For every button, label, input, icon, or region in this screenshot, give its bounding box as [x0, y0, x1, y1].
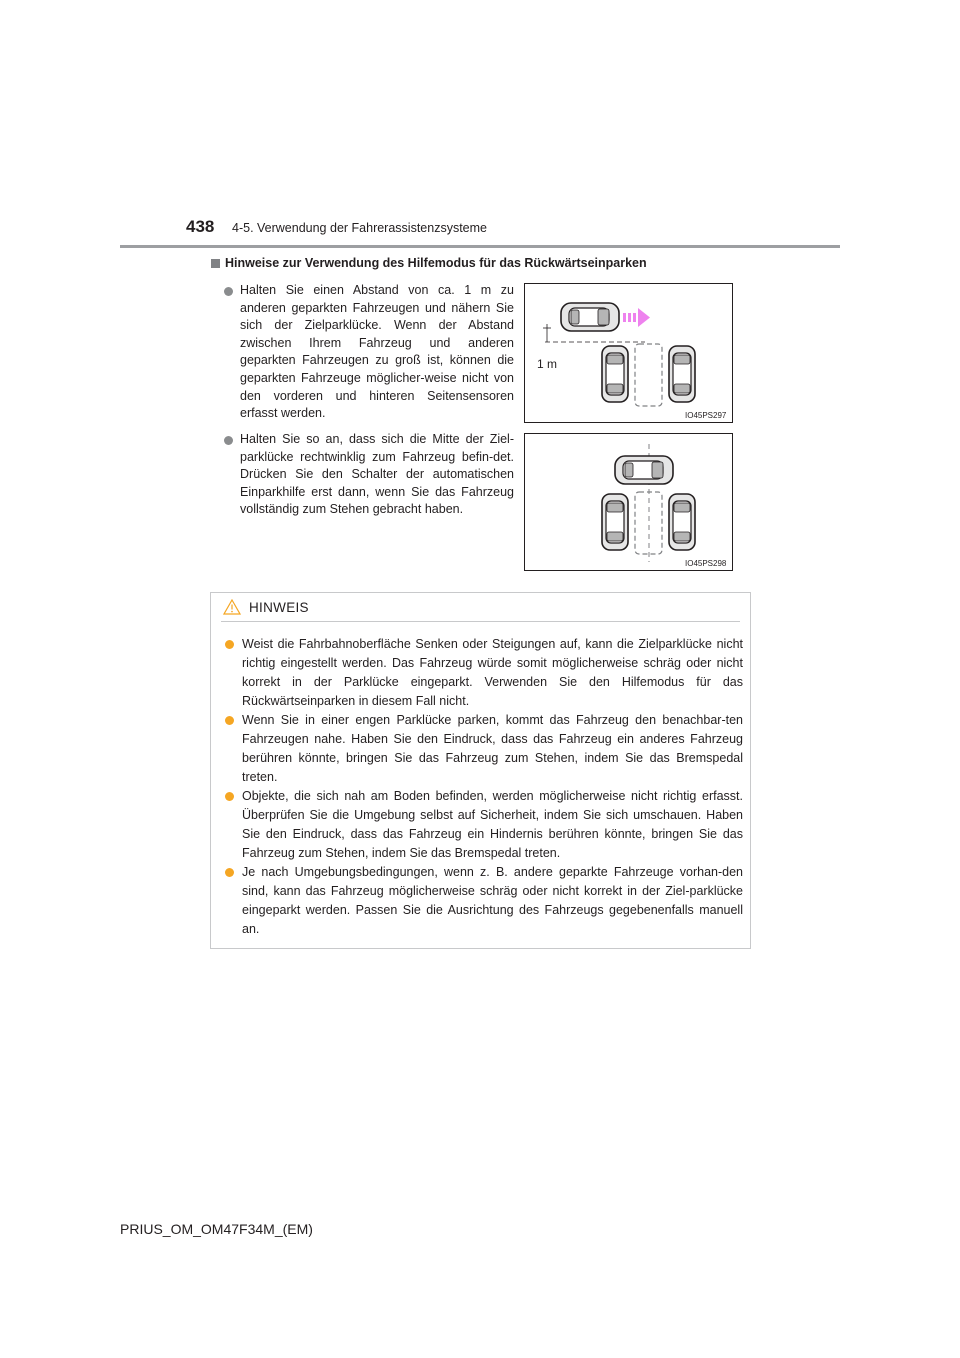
bullet-dot-icon [225, 640, 234, 649]
target-parking-space [635, 344, 662, 406]
figure-code: IO45PS297 [685, 411, 727, 420]
notice-item [225, 635, 743, 711]
bullet-dot-icon [225, 868, 234, 877]
parking-stop-illustration [525, 434, 732, 570]
notice-item [225, 787, 743, 863]
figure-approach-distance [524, 283, 733, 423]
bullet-text: Halten Sie so an, dass sich die Mitte der Ziel-parklücke rechtwinklig zum Fahrzeug befin-det. Drücken Sie den Schalter der automatischen Einparkhilfe erst dann, wenn Sie das Fahrzeug vollständig zum Stehen gebracht haben. [240, 432, 514, 517]
notice-item [225, 863, 743, 939]
figure-stop-position [524, 433, 733, 571]
list-item [224, 431, 514, 519]
notice-text: Wenn Sie in einer engen Parklücke parken, kommt das Fahrzeug den benachbar-ten Fahrzeugen nahe. Haben Sie den Eindruck, dass das Fahrzeug ein anderes Fahrzeug berühren könnte, bringen Sie das Fahrzeug zum Stehen, indem Sie das Bremspedal treten. [242, 713, 743, 784]
bullet-dot-icon [225, 716, 234, 725]
notice-title: HINWEIS [249, 599, 309, 615]
subheading [211, 256, 647, 270]
subheading-text: Hinweise zur Verwendung des Hilfemodus für das Rückwärtseinparken [225, 256, 647, 270]
parked-car-icon [669, 494, 695, 550]
notice-box [210, 592, 751, 949]
parked-car-icon [602, 494, 628, 550]
notice-item [225, 711, 743, 787]
notice-header [223, 599, 309, 615]
notice-text: Objekte, die sich nah am Boden befinden, werden möglicherweise nicht richtig erfasst. Überprüfen Sie die Umgebung selbst auf Sicherheit, indem Sie sich umschauen. Haben Sie den Eindruck, dass das Fahrzeug ein Hindernis berühren könnte, bringen Sie das Fahrzeug zum Stehen, indem Sie das Bremspedal treten. [242, 789, 743, 860]
parked-car-icon [669, 346, 695, 402]
document-code: PRIUS_OM_OM47F34M_(EM) [120, 1221, 313, 1237]
parking-approach-illustration [525, 284, 732, 422]
bullet-dot-icon [225, 792, 234, 801]
bullet-dot-icon [224, 287, 233, 296]
section-title: 4-5. Verwendung der Fahrerassistenzsysteme [232, 221, 487, 235]
moving-car-icon [561, 303, 619, 331]
warning-triangle-icon [223, 599, 241, 615]
notice-text: Weist die Fahrbahnoberfläche Senken oder Steigungen auf, kann die Zielparklücke nicht richtig eingestellt werden. Das Fahrzeug würde somit möglicherweise schräg oder nicht korrekt in der Parklücke eingeparkt. Verwenden Sie den Hilfemodus für das Rückwärtseinparken in diesem Fall nicht. [242, 637, 743, 708]
notice-text: Je nach Umgebungsbedingungen, wenn z. B. andere geparkte Fahrzeuge vorhan-den sind, kann das Fahrzeug möglicherweise schräg oder nicht korrekt in der Ziel-parklücke eingeparkt werden. Passen Sie die Ausrichtung des Fahrzeugs gegebenenfalls manuell an. [242, 865, 743, 936]
list-item [224, 282, 514, 423]
page-number: 438 [186, 217, 215, 236]
bullet-dot-icon [224, 436, 233, 445]
stopped-car-icon [615, 456, 673, 484]
parked-car-icon [602, 346, 628, 402]
direction-arrow-icon [623, 308, 650, 327]
square-bullet-icon [211, 259, 220, 268]
figure-code: IO45PS298 [685, 559, 727, 568]
notice-divider [221, 621, 740, 622]
distance-label: 1 m [537, 357, 558, 371]
header-rule [120, 245, 840, 248]
bullet-text: Halten Sie einen Abstand von ca. 1 m zu anderen geparkten Fahrzeugen und nähern Sie sich der Zielparklücke. Wenn der Abstand zwischen Ihrem Fahrzeug und anderen geparkten Fahrzeugen zu groß ist, können die geparkten Fahrzeuge möglicher-weise nicht von den vorderen und hinteren Seitensensoren erfasst werden. [240, 283, 514, 421]
